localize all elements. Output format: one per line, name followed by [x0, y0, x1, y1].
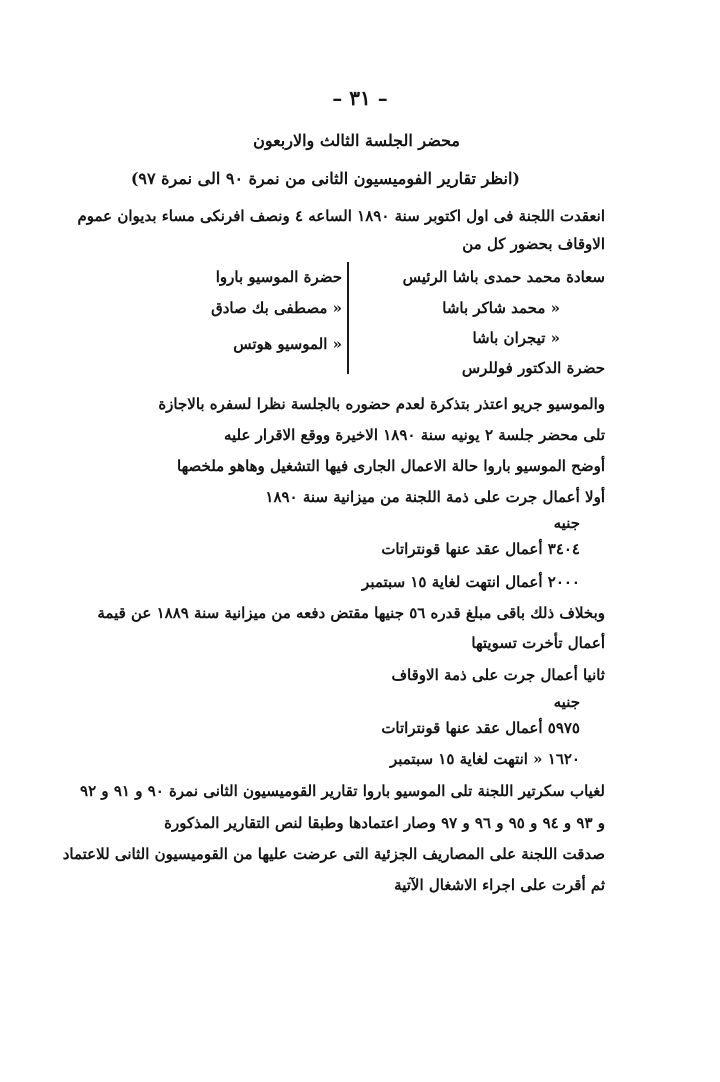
column-separator — [347, 262, 349, 374]
attendee-last: حضرة الدكتور فوللرس — [461, 359, 605, 377]
body-line: و ٩٣ و ٩٤ و ٩٥ و ٩٦ و ٩٧ وصار اعتمادها وطبقا لنص التقارير المذكورة — [164, 814, 605, 832]
attendee-right: سعادة محمد حمدى باشا الرئيس — [402, 268, 605, 286]
body-line: وبخلاف ذلك باقى مبلغ قدره ٥٦ جنيها مقتض دفعه من ميزانية سنة ١٨٨٩ عن قيمة — [97, 604, 605, 622]
body-line: ٣٤٠٤ أعمال عقد عنها قونتراتات — [381, 540, 580, 558]
body-line: تلى محضر جلسة ٢ يونيه سنة ١٨٩٠ الاخيرة ووقع الاقرار عليه — [223, 426, 605, 444]
intro-line: الاوقاف بحضور كل من — [462, 235, 605, 253]
attendee-right: « تيجران باشا — [472, 329, 560, 347]
attendee-right: « محمد شاكر باشا — [442, 299, 560, 317]
body-line: لغياب سكرتير اللجنة تلى الموسيو باروا تقارير القوميسيون الثانى نمرة ٩٠ و ٩١ و ٩٢ — [80, 782, 605, 800]
page-number: – ٣١ – — [332, 86, 388, 110]
body-line: صدقت اللجنة على المصاريف الجزئية التى عرضت عليها من القوميسيون الثانى للاعتماد — [62, 845, 605, 863]
body-line: ٢٠٠٠ أعمال انتهت لغاية ١٥ سبتمبر — [362, 573, 580, 591]
body-line: أوضح الموسيو باروا حالة الاعمال الجارى فيها التشغيل وهاهو ملخصها — [177, 457, 605, 475]
intro-line: انعقدت اللجنة فى اول اكتوبر سنة ١٨٩٠ الساعه ٤ ونصف افرنكى مساء بديوان عموم — [77, 207, 605, 225]
attendee-left: « الموسيو هوتس — [233, 335, 342, 353]
body-line: والموسيو جريو اعتذر بتذكرة لعدم حضوره بالجلسة نظرا لسفره بالاجازة — [158, 395, 605, 413]
body-line: ثانيا أعمال جرت على ذمة الاوقاف — [391, 666, 605, 684]
body-line: ١٦٢٠ « انتهت لغاية ١٥ سبتمبر — [389, 750, 580, 768]
body-line: ثم أقرت على اجراء الاشغال الآتية — [394, 876, 605, 894]
body-line: أولا أعمال جرت على ذمة اللجنة من ميزانية سنة ١٨٩٠ — [265, 488, 605, 506]
body-line: جنيه — [553, 514, 580, 532]
body-line: أعمال تأخرت تسويتها — [471, 634, 605, 652]
attendee-left: حضرة الموسيو باروا — [215, 268, 342, 286]
body-line: ٥٩٧٥ أعمال عقد عنها قونتراتات — [381, 719, 580, 737]
page-subtitle: (انظر تقارير الفوميسيون الثانى من نمرة ٩٠ الى نمرة ٩٧) — [130, 169, 520, 188]
page-title: محضر الجلسة الثالث والاربعون — [253, 131, 460, 150]
body-line: جنيه — [553, 693, 580, 711]
attendee-left: « مصطفى بك صادق — [211, 299, 342, 317]
